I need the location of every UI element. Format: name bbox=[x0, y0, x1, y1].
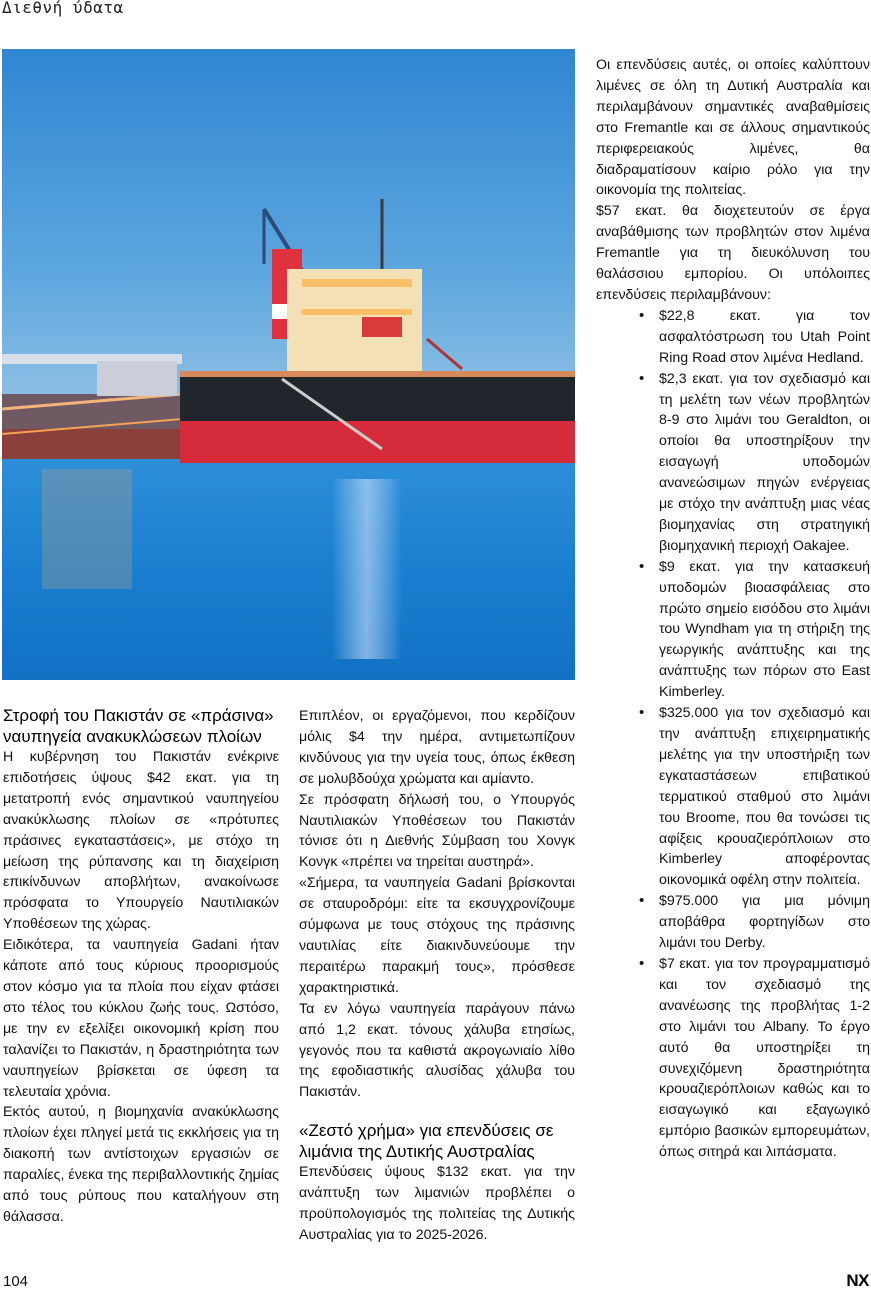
ship-at-port-photo bbox=[2, 49, 575, 680]
page-number: 104 bbox=[3, 1273, 29, 1290]
column-middle bbox=[299, 706, 575, 1246]
paragraph: Εκτός αυτού, η βιομηχανία ανακύκλωσης πλοίων έχει πληγεί μετά τις εκκλήσεις για τη διακοπή των αντίστοιχων εργασιών σε παραλίες, ένεκα της περιβαλλοντικής ζημίας από τους ρύπους που καταλήγουν στη θάλασσα. bbox=[3, 1104, 279, 1225]
paragraph: Επιπλέον, οι εργαζόμενοι, που κερδίζουν μόλις $4 την ημέρα, αντιμετωπίζουν κινδύνους για την υγεία τους, όπως έκθεση σε μολυβδούχα χρώματα και αμίαντο. bbox=[299, 708, 575, 787]
paragraph: $57 εκατ. θα διοχετευτούν σε έργα αναβάθμισης των προβλητών στον λιμένα Fremantle για τη διευκόλυνση του θαλάσσιου εμπορίου. Οι υπόλοιπες επενδύσεις περιλαμβάνουν: bbox=[596, 203, 870, 303]
ship-photo-illustration bbox=[2, 49, 575, 680]
paragraph: Τα εν λόγω ναυπηγεία παράγουν πάνω από 1,2 εκατ. τόνους χάλυβα ετησίως, γεγονός που τα καθιστά ακρογωνιαίο λίθο της εφοδιαστικής αλυσίδας χάλυβα του Πακιστάν. bbox=[299, 1000, 575, 1101]
list-item: • $22,8 εκατ. για τον ασφαλτόστρωση του Utah Point Ring Road στον λιμένα Hedland. bbox=[596, 306, 870, 369]
investment-list bbox=[596, 306, 870, 1163]
paragraph: Ειδικότερα, τα ναυπηγεία Gadani ήταν κάποτε από τους κύριους προορισμούς στον κόσμο για τα πλοία που είχαν φτάσει στο τέλος του κύκλου ζωής τους. Ωστόσο, με την εν εξελίξει οικονομική κρίση που ταλανίζει το Πακιστάν, η δραστηριότητα των ναυπηγείων βρίσκεται σε ύφεση τα τελευταία χρόνια. bbox=[3, 937, 279, 1100]
article-title-pakistan: Στροφή του Πακιστάν σε «πράσινα» ναυπηγεία ανακυκλώσεων πλοίων bbox=[3, 706, 274, 746]
list-item: • $325.000 για τον σχεδιασμό και την ανάπτυξη επιχειρηματικής μελέτης για την υποστήριξη των εγκαταστάσεων επιβατικού τερματικού σταθμού στο λιμάνι του Broome, που θα τονώσει τις αφίξεις κρουαζιερόπλοιων στο Kimberley αποφέροντας οικονομικά οφέλη στην πολιτεία. bbox=[596, 703, 870, 891]
paragraph: Η κυβέρνηση του Πακιστάν ενέκρινε επιδοτήσεις ύψους $42 εκατ. για τη μετατροπή ενός σημαντικού ναυπηγείου ανακύκλωσης πλοίων σε «πρότυπες πράσινες εγκαταστάσεις», με στόχο τη μείωση της ρύπανσης και τη διαχείριση επικίνδυνων αποβλήτων, ανακοίνωσε πρόσφατα το Υπουργείο Ναυτιλιακών Υποθέσεων της χώρας. bbox=[3, 749, 279, 933]
paragraph: «Σήμερα, τα ναυπηγεία Gadani βρίσκονται σε σταυροδρόμι: είτε τα εκσυγχρονίζουμε σύμφωνα με τους στόχους της πράσινης ναυτιλίας είτε διακινδυνεύουμε την περαιτέρω παρακμή τους», πρόσθεσε χαρακτηριστικά. bbox=[299, 875, 575, 996]
column-right bbox=[596, 55, 870, 1163]
brand-logo: NX bbox=[846, 1271, 869, 1290]
list-item: • $7 εκατ. για τον προγραμματισμό και τον σχεδιασμό της ανανέωσης της προβλήτας 1-2 στο λιμάνι του Albany. Το έργο αυτό θα υποστηρίξει τη συνεχιζόμενη δραστηριότητα κρουαζιερόπλοιων καθώς και το εισαγωγικό και εξαγωγικό εμπόριο βασικών εμπορευμάτων, όπως σιτηρά και λιπάσματα. bbox=[596, 954, 870, 1163]
paragraph: Επενδύσεις ύψους $132 εκατ. για την ανάπτυξη των λιμανιών προβλέπει ο προϋπολογισμός της πολιτείας της Δυτικής Αυστραλίας για το 2025-2026. bbox=[299, 1164, 575, 1243]
section-label: Διεθνή ύδατα bbox=[2, 0, 124, 17]
article-title-western-australia: «Ζεστό χρήμα» για επενδύσεις σε λιμάνια της Δυτικής Αυστραλίας bbox=[299, 1121, 554, 1161]
paragraph: Σε πρόσφατη δήλωσή του, ο Υπουργός Ναυτιλιακών Υποθέσεων του Πακιστάν τόνισε ότι η Διεθνής Σύμβαση του Χονγκ Κονγκ «πρέπει να τηρείται αυστηρά». bbox=[299, 791, 575, 871]
paragraph: Οι επενδύσεις αυτές, οι οποίες καλύπτουν λιμένες σε όλη τη Δυτική Αυστραλία και περιλαμβάνουν σημαντικές αναβαθμίσεις στο Fremantle και σε άλλους σημαντικούς περιφερειακούς λιμένες, θα διαδραματίσουν καίριο ρόλο για την οικονομία της πολιτείας. bbox=[596, 57, 870, 199]
column-left bbox=[3, 706, 279, 1228]
list-item: • $2,3 εκατ. για τον σχεδιασμό και τη μελέτη των νέων προβλητών 8-9 στο λιμάνι του Geraldton, οι οποίοι θα υποστηρίξουν την εισαγωγή υποδομών ανανεώσιμων πηγών ενέργειας με στόχο την ανάπτυξη μιας νέας βιομηχανίας στη στρατηγική βιομηχανική περιοχή Oakajee. bbox=[596, 369, 870, 557]
list-item: • $9 εκατ. για την κατασκευή υποδομών βιοασφάλειας στο πρώτο σημείο εισόδου στο λιμάνι του Wyndham για τη στήριξη της γεωργικής ανάπτυξης και της ανάπτυξης των πόρων στο East Kimberley. bbox=[596, 557, 870, 703]
list-item: • $975.000 για μια μόνιμη αποβάθρα φορτηγίδων στο λιμάνι του Derby. bbox=[596, 891, 870, 954]
